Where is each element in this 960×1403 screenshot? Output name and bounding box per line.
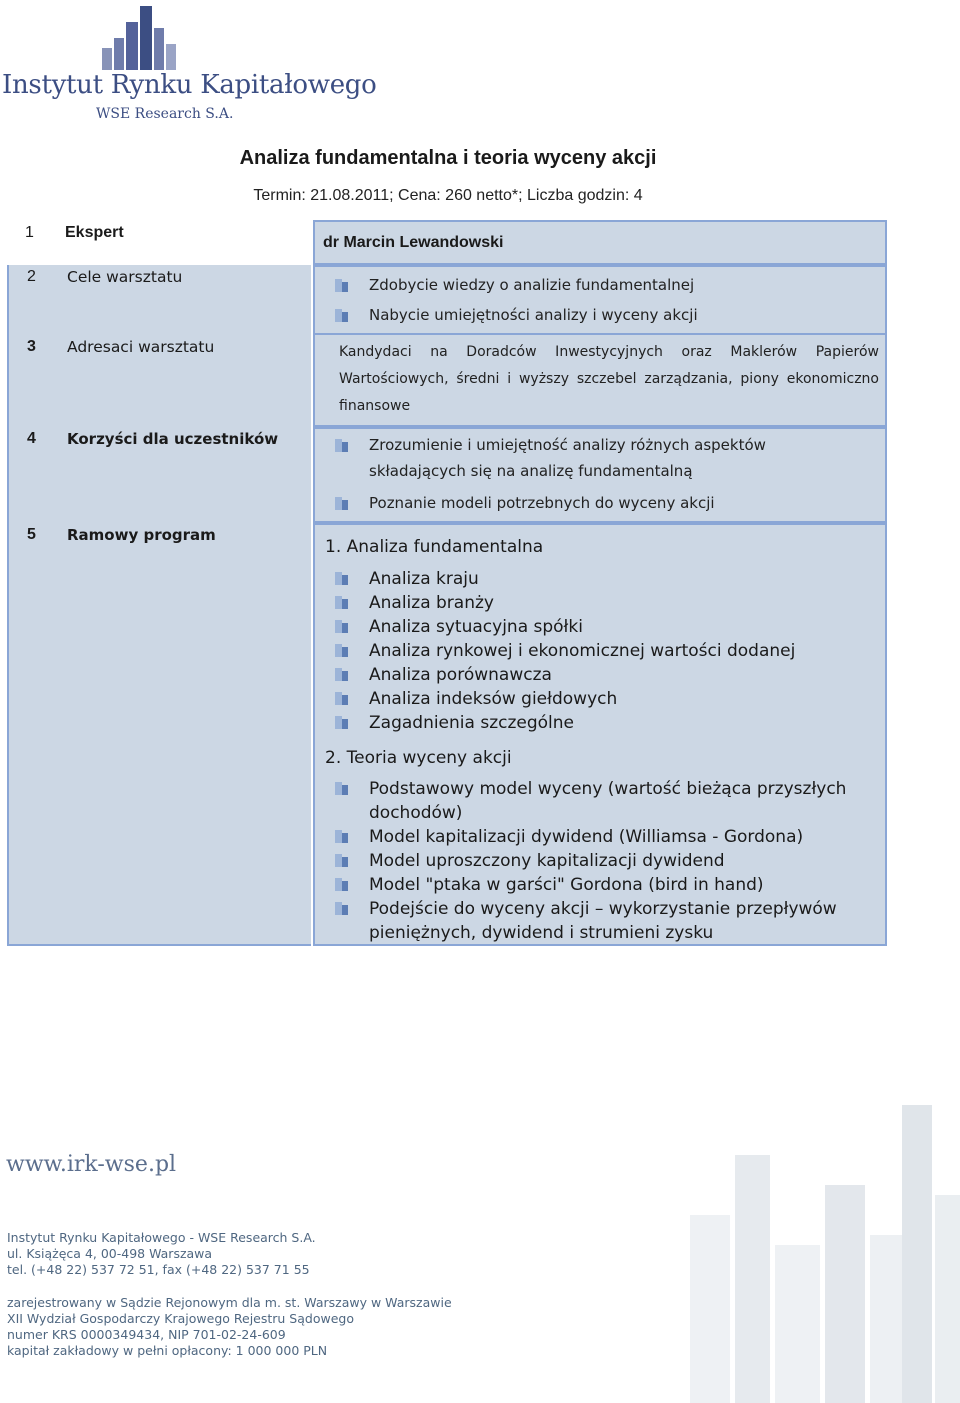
row-number: 3: [27, 338, 36, 355]
bullet-icon: [335, 902, 348, 915]
bullet-icon: [335, 782, 348, 795]
bullet-icon: [335, 620, 348, 633]
expert-name: dr Marcin Lewandowski: [323, 234, 504, 251]
row-number: 2: [27, 268, 36, 285]
logo-name: Instytut Rynku Kapitałowego: [2, 70, 377, 100]
bullet-icon: [335, 279, 348, 292]
bullet-icon: [335, 716, 348, 729]
footer-phone: tel. (+48 22) 537 72 51, fax (+48 22) 537 71 55: [7, 1262, 310, 1277]
row-label: Ramowy program: [67, 526, 216, 544]
bullet-icon: [335, 830, 348, 843]
logo: [0, 0, 377, 130]
row-program: [7, 523, 887, 946]
row-number: 4: [27, 430, 36, 447]
expert-cell: [313, 220, 887, 265]
footer-company-name: Instytut Rynku Kapitałowego - WSE Research S.A.: [7, 1230, 316, 1245]
bullet-icon: [335, 596, 348, 609]
bullet-icon: [335, 854, 348, 867]
footer-krs-nip: numer KRS 0000349434, NIP 701-02-24-609: [7, 1327, 286, 1342]
logo-subtitle: WSE Research S.A.: [96, 106, 234, 122]
bullet-icon: [335, 309, 348, 322]
row-cele: [7, 265, 887, 335]
audience-cell: [313, 335, 887, 427]
building-logo-icon: [100, 4, 180, 70]
row-label-cell: [7, 335, 311, 427]
section-heading: 2. Teoria wyceny akcji: [325, 748, 512, 768]
section-heading: 1. Analiza fundamentalna: [325, 537, 544, 557]
row-label: Korzyści dla uczestników: [67, 430, 279, 448]
bullet-icon: [335, 692, 348, 705]
bullet-icon: [335, 668, 348, 681]
row-adresaci: [7, 335, 887, 427]
row-label-cell: [7, 427, 311, 523]
course-terms: Termin: 21.08.2011; Cena: 260 netto*; Liczba godzin: 4: [253, 187, 643, 204]
row-label: Cele warsztatu: [67, 268, 183, 286]
bullet-icon: [335, 644, 348, 657]
audience-text: Kandydaci na Doradców Inwestycyjnych oraz Maklerów Papierów Wartościowych, średni i wyższy szczebel zarządzania, piony ekonomiczno finansowe: [339, 344, 879, 414]
benefits-cell: Zrozumienie i umiejętność analizy różnych aspektów składających się na analizę fundamentalną Poznanie modeli potrzebnych do wyceny akcji: [313, 427, 887, 523]
row-korzysci: [7, 427, 887, 523]
row-label-cell: [7, 265, 311, 335]
bullet-icon: [335, 497, 348, 510]
footer-address: ul. Książęca 4, 00-498 Warszawa: [7, 1246, 213, 1261]
bullet-icon: [335, 439, 348, 452]
footer-capital: kapitał zakładowy w pełni opłacony: 1 000 000 PLN: [7, 1343, 328, 1358]
row-label-cell: [7, 523, 311, 946]
footer-website-link[interactable]: www.irk-wse.pl: [6, 1152, 177, 1177]
page-title: Analiza fundamentalna i teoria wyceny akcji: [239, 147, 657, 169]
goals-cell: Zdobycie wiedzy o analizie fundamentalnej Nabycie umiejętności analizy i wyceny akcji: [313, 265, 887, 335]
row-label: Ekspert: [65, 224, 124, 241]
skyline-graphic: [680, 1095, 960, 1403]
footer-registration: zarejestrowany w Sądzie Rejonowym dla m. st. Warszawy w Warszawie: [7, 1295, 452, 1310]
footer-court-division: XII Wydział Gospodarczy Krajowego Rejestru Sądowego: [7, 1311, 354, 1326]
row-ekspert: [7, 220, 887, 265]
program-cell: 1. Analiza fundamentalna Analiza kraju Analiza branży Analiza sytuacyjna spółki Analiza rynkowej i ekonomicznej wartości dodanej Analiza porównawcza Analiza indeksów giełdowych Zagadnienia szczególne 2. Teoria wyceny akcji Podstawowy model wyceny (wartość bieżąca przyszłych dochodów) Model kapitalizacji dywidend (Williamsa - Gordona) Model uproszczony kapitalizacji dywidend Model "ptaka w garści" Gordona (bird in hand) Podejście do wyceny akcji – wykorzystanie przepływów pieniężnych, dywidend i strumieni zysku: [313, 523, 887, 946]
row-number: 1: [25, 224, 34, 241]
bullet-icon: [335, 572, 348, 585]
row-number: 5: [27, 526, 36, 543]
bullet-icon: [335, 878, 348, 891]
row-label: Adresaci warsztatu: [67, 338, 215, 356]
row-label-cell: [7, 220, 311, 265]
